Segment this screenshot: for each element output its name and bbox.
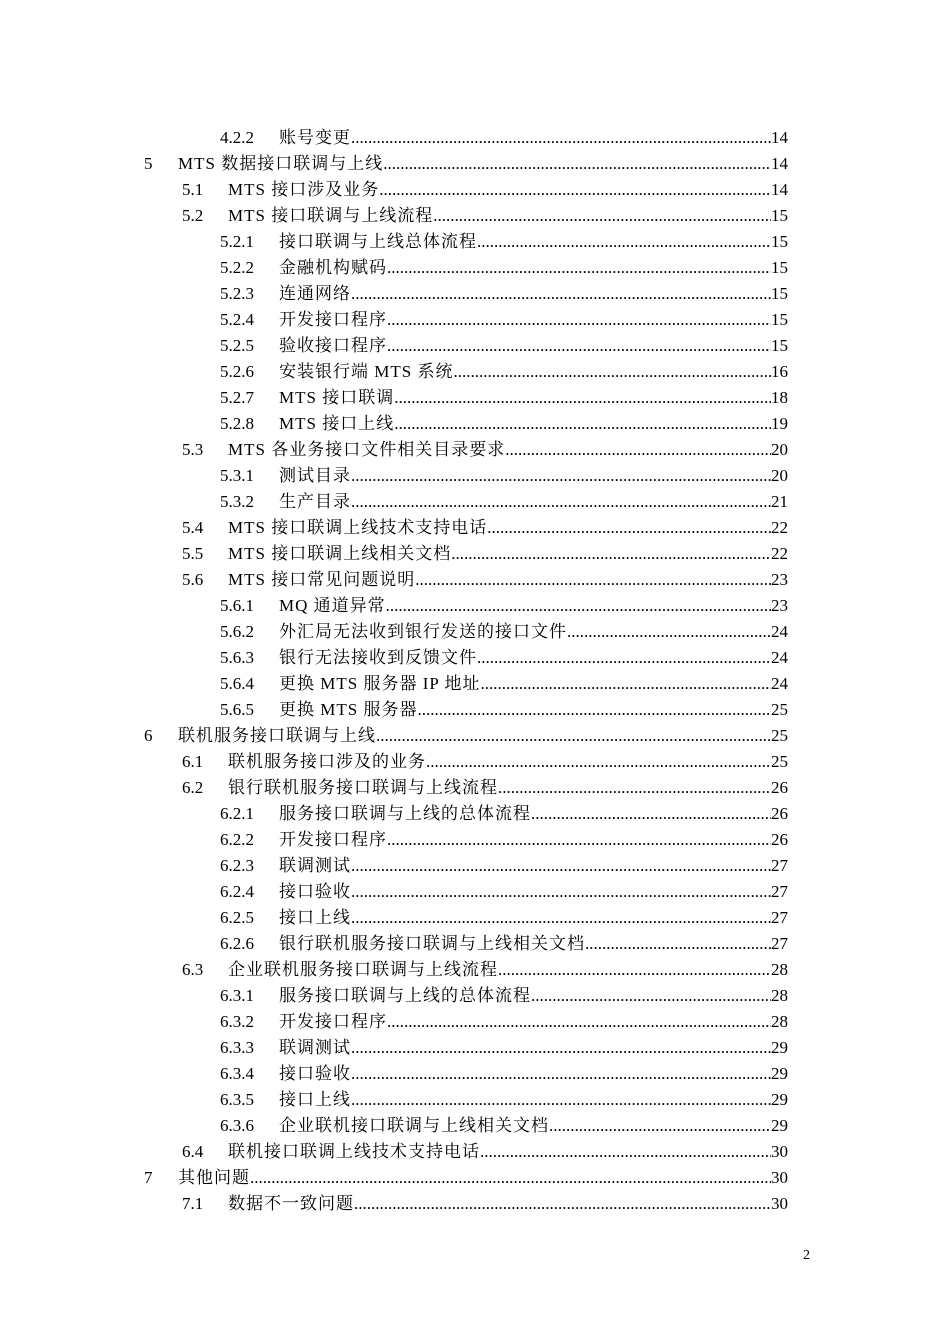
toc-entry-number: 6.4 (182, 1142, 204, 1161)
toc-entry[interactable] (0, 697, 950, 723)
toc-entry-number: 5.6.3 (220, 648, 254, 667)
toc-entry-line (279, 489, 788, 515)
toc-entry-title: 接口上线 (279, 908, 351, 927)
toc-entry-title: MTS 接口联调上线相关文档 (228, 544, 452, 563)
toc-entry[interactable] (0, 645, 950, 671)
toc-entry[interactable] (0, 567, 950, 593)
toc-entry-page: 27 (771, 934, 788, 953)
toc-entry-line (279, 281, 788, 307)
toc-entry-line (279, 593, 788, 619)
toc-entry-title: 金融机构赋码 (279, 258, 387, 277)
toc-entry-title: 接口验收 (279, 1064, 351, 1083)
toc-entry-line (279, 983, 788, 1009)
toc-entry-number: 7 (144, 1168, 153, 1187)
toc-entry-number: 5.4 (182, 518, 204, 537)
toc-dot-leader (567, 619, 771, 645)
toc-entry-title: 外汇局无法收到银行发送的接口文件 (279, 622, 567, 641)
toc-entry-line (279, 1009, 788, 1035)
toc-entry[interactable] (0, 983, 950, 1009)
toc-entry-number: 6.3.2 (220, 1012, 254, 1031)
toc-dot-leader (376, 723, 771, 749)
toc-entry-title: 安装银行端 MTS 系统 (279, 362, 454, 381)
toc-entry-title: 服务接口联调与上线的总体流程 (279, 804, 531, 823)
toc-entry-title: MTS 数据接口联调与上线 (178, 154, 384, 173)
toc-entry-page: 23 (771, 596, 788, 615)
toc-entry-title: MTS 各业务接口文件相关目录要求 (228, 440, 506, 459)
toc-entry[interactable] (0, 333, 950, 359)
toc-entry-title: 更换 MTS 服务器 IP 地址 (279, 674, 481, 693)
toc-entry[interactable] (0, 775, 950, 801)
toc-entry[interactable] (0, 905, 950, 931)
toc-entry-title: MTS 接口联调上线技术支持电话 (228, 518, 488, 537)
toc-entry-title: 开发接口程序 (279, 1012, 387, 1031)
toc-entry-number: 5.6.4 (220, 674, 254, 693)
toc-entry-page: 27 (771, 856, 788, 875)
toc-entry-page: 16 (771, 362, 788, 381)
toc-entry[interactable] (0, 177, 950, 203)
toc-entry[interactable] (0, 541, 950, 567)
toc-entry-page: 14 (771, 180, 788, 199)
toc-entry-page: 29 (771, 1090, 788, 1109)
toc-entry[interactable] (0, 255, 950, 281)
toc-entry-line (279, 645, 788, 671)
toc-entry[interactable] (0, 1113, 950, 1139)
toc-entry-number: 5.3 (182, 440, 204, 459)
toc-entry[interactable] (0, 1139, 950, 1165)
toc-entry-page: 30 (771, 1142, 788, 1161)
toc-entry-line (279, 359, 788, 385)
toc-entry-number: 5.2.2 (220, 258, 254, 277)
toc-entry-page: 24 (771, 622, 788, 641)
toc-entry-page: 19 (771, 414, 788, 433)
toc-entry-title: 开发接口程序 (279, 310, 387, 329)
toc-entry-title: 银行无法接收到反馈文件 (279, 648, 477, 667)
toc-entry-number: 5.2.7 (220, 388, 254, 407)
toc-entry-page: 15 (771, 310, 788, 329)
toc-entry[interactable] (0, 489, 950, 515)
toc-entry-page: 18 (771, 388, 788, 407)
toc-entry-page: 23 (771, 570, 788, 589)
toc-dot-leader (477, 645, 771, 671)
toc-dot-leader (453, 359, 771, 385)
toc-dot-leader (394, 411, 771, 437)
toc-entry-title: 联调测试 (279, 1038, 351, 1057)
toc-entry-title: 企业联机服务接口联调与上线流程 (228, 960, 498, 979)
toc-dot-leader (394, 385, 771, 411)
toc-entry-number: 6.2 (182, 778, 204, 797)
toc-entry-line (228, 749, 788, 775)
toc-entry-line (228, 567, 788, 593)
toc-entry[interactable] (0, 437, 950, 463)
toc-entry[interactable] (0, 853, 950, 879)
toc-entry-line (279, 1035, 788, 1061)
toc-entry-number: 6.2.5 (220, 908, 254, 927)
toc-dot-leader (415, 567, 771, 593)
toc-entry-title: 更换 MTS 服务器 (279, 700, 418, 719)
toc-entry[interactable] (0, 827, 950, 853)
toc-entry[interactable] (0, 1009, 950, 1035)
toc-entry[interactable] (0, 125, 950, 151)
toc-entry[interactable] (0, 671, 950, 697)
toc-dot-leader (451, 541, 771, 567)
toc-entry-page: 27 (771, 908, 788, 927)
toc-entry[interactable] (0, 229, 950, 255)
toc-entry-line (279, 385, 788, 411)
toc-entry-title: MTS 接口联调与上线流程 (228, 206, 434, 225)
toc-entry-title: 测试目录 (279, 466, 351, 485)
toc-entry-page: 15 (771, 284, 788, 303)
toc-entry-line (279, 411, 788, 437)
toc-entry-title: 接口联调与上线总体流程 (279, 232, 477, 251)
toc-entry-page: 22 (771, 544, 788, 563)
toc-entry[interactable] (0, 593, 950, 619)
toc-entry-line (279, 307, 788, 333)
toc-dot-leader (487, 515, 771, 541)
toc-entry-line (228, 1139, 788, 1165)
toc-entry-number: 5 (144, 154, 153, 173)
toc-entry-number: 6.3.4 (220, 1064, 254, 1083)
toc-entry-page: 30 (771, 1168, 788, 1187)
toc-entry-title: 联机接口联调上线技术支持电话 (228, 1142, 480, 1161)
toc-entry-number: 5.6.2 (220, 622, 254, 641)
toc-entry-number: 6.2.1 (220, 804, 254, 823)
toc-entry-number: 5.2.5 (220, 336, 254, 355)
toc-entry-page: 20 (771, 466, 788, 485)
toc-entry-number: 6 (144, 726, 153, 745)
toc-entry-page: 28 (771, 986, 788, 1005)
toc-entry-line (279, 333, 788, 359)
toc-entry-line (178, 1165, 788, 1191)
toc-entry[interactable] (0, 1087, 950, 1113)
toc-entry-line (279, 879, 788, 905)
toc-dot-leader (351, 281, 771, 307)
toc-entry-title: 其他问题 (178, 1168, 250, 1187)
toc-entry-page: 22 (771, 518, 788, 537)
toc-dot-leader (480, 671, 771, 697)
toc-entry-page: 26 (771, 778, 788, 797)
toc-entry-number: 6.3.5 (220, 1090, 254, 1109)
toc-entry[interactable] (0, 307, 950, 333)
toc-entry-title: MTS 接口上线 (279, 414, 395, 433)
toc-entry-number: 6.2.6 (220, 934, 254, 953)
toc-entry-title: MTS 接口联调 (279, 388, 395, 407)
toc-dot-leader (351, 1061, 771, 1087)
toc-entry-page: 29 (771, 1116, 788, 1135)
toc-entry-number: 5.2.6 (220, 362, 254, 381)
toc-dot-leader (480, 1139, 771, 1165)
toc-entry-line (279, 1061, 788, 1087)
toc-entry[interactable] (0, 151, 950, 177)
toc-entry-line (228, 957, 788, 983)
toc-entry-page: 25 (771, 752, 788, 771)
toc-entry-number: 6.3 (182, 960, 204, 979)
toc-dot-leader (433, 203, 771, 229)
toc-entry-page: 30 (771, 1194, 788, 1213)
toc-dot-leader (354, 1191, 771, 1217)
toc-entry[interactable] (0, 1191, 950, 1217)
toc-entry-page: 14 (771, 154, 788, 173)
toc-entry-number: 5.5 (182, 544, 204, 563)
toc-entry-page: 15 (771, 232, 788, 251)
toc-entry[interactable] (0, 411, 950, 437)
toc-entry-page: 25 (771, 700, 788, 719)
toc-entry-page: 29 (771, 1064, 788, 1083)
toc-entry-title: MQ 通道异常 (279, 596, 386, 615)
toc-dot-leader (351, 1035, 771, 1061)
toc-entry-title: 服务接口联调与上线的总体流程 (279, 986, 531, 1005)
toc-entry-number: 5.6 (182, 570, 204, 589)
toc-entry[interactable] (0, 1061, 950, 1087)
toc-entry-page: 25 (771, 726, 788, 745)
toc-entry-title: 开发接口程序 (279, 830, 387, 849)
toc-entry-title: 数据不一致问题 (228, 1194, 354, 1213)
toc-entry[interactable] (0, 1035, 950, 1061)
toc-entry-line (279, 229, 788, 255)
toc-entry-number: 6.3.6 (220, 1116, 254, 1135)
toc-entry-page: 21 (771, 492, 788, 511)
toc-entry-line (279, 1087, 788, 1113)
toc-entry-line (279, 931, 788, 957)
toc-entry[interactable] (0, 385, 950, 411)
toc-dot-leader (531, 983, 771, 1009)
toc-entry-line (279, 671, 788, 697)
toc-entry-page: 15 (771, 206, 788, 225)
toc-entry-number: 6.2.4 (220, 882, 254, 901)
toc-entry-page: 24 (771, 648, 788, 667)
toc-entry[interactable] (0, 463, 950, 489)
toc-entry-page: 26 (771, 830, 788, 849)
toc-dot-leader (477, 229, 771, 255)
toc-entry-line (178, 723, 788, 749)
toc-entry-line (228, 541, 788, 567)
toc-entry-title: 联调测试 (279, 856, 351, 875)
toc-dot-leader (387, 333, 771, 359)
toc-entry[interactable] (0, 931, 950, 957)
toc-dot-leader (498, 957, 771, 983)
toc-entry[interactable] (0, 203, 950, 229)
toc-entry-page: 24 (771, 674, 788, 693)
toc-entry-number: 6.1 (182, 752, 204, 771)
toc-dot-leader (383, 151, 771, 177)
toc-entry-title: 联机服务接口联调与上线 (178, 726, 376, 745)
toc-entry-page: 14 (771, 128, 788, 147)
toc-dot-leader (387, 307, 771, 333)
toc-entry-number: 5.6.1 (220, 596, 254, 615)
toc-dot-leader (351, 125, 771, 151)
toc-entry-line (279, 905, 788, 931)
toc-entry-line (279, 1113, 788, 1139)
toc-dot-leader (549, 1113, 771, 1139)
toc-dot-leader (387, 827, 771, 853)
toc-dot-leader (585, 931, 771, 957)
toc-entry-title: 联机服务接口涉及的业务 (228, 752, 426, 771)
toc-entry-line (279, 463, 788, 489)
toc-dot-leader (387, 1009, 771, 1035)
toc-entry-page: 15 (771, 336, 788, 355)
toc-entry[interactable] (0, 359, 950, 385)
toc-entry-title: 银行联机服务接口联调与上线相关文档 (279, 934, 585, 953)
toc-entry-title: 企业联机接口联调与上线相关文档 (279, 1116, 549, 1135)
toc-dot-leader (351, 489, 771, 515)
toc-dot-leader (386, 593, 771, 619)
toc-entry-number: 5.2.8 (220, 414, 254, 433)
toc-entry-line (228, 1191, 788, 1217)
toc-dot-leader (387, 255, 771, 281)
toc-entry-page: 26 (771, 804, 788, 823)
toc-entry-line (279, 853, 788, 879)
toc-dot-leader (531, 801, 771, 827)
toc-dot-leader (351, 463, 771, 489)
toc-entry-page: 28 (771, 1012, 788, 1031)
toc-entry-title: MTS 接口常见问题说明 (228, 570, 416, 589)
table-of-contents (0, 125, 950, 1217)
toc-dot-leader (379, 177, 771, 203)
toc-entry[interactable] (0, 515, 950, 541)
toc-dot-leader (351, 853, 771, 879)
toc-entry-line (279, 619, 788, 645)
toc-entry-title: 账号变更 (279, 128, 351, 147)
toc-entry-line (279, 827, 788, 853)
toc-entry-page: 29 (771, 1038, 788, 1057)
toc-entry[interactable] (0, 879, 950, 905)
toc-entry-page: 27 (771, 882, 788, 901)
toc-entry-number: 5.2 (182, 206, 204, 225)
toc-entry[interactable] (0, 801, 950, 827)
toc-entry[interactable] (0, 957, 950, 983)
toc-entry-line (279, 255, 788, 281)
toc-entry-page: 15 (771, 258, 788, 277)
toc-entry-number: 6.2.2 (220, 830, 254, 849)
toc-entry[interactable] (0, 723, 950, 749)
toc-entry-line (228, 515, 788, 541)
toc-dot-leader (351, 1087, 771, 1113)
toc-entry-number: 5.6.5 (220, 700, 254, 719)
toc-entry-line (228, 775, 788, 801)
toc-entry-number: 6.3.3 (220, 1038, 254, 1057)
toc-entry-line (228, 203, 788, 229)
toc-entry-number: 5.3.1 (220, 466, 254, 485)
toc-entry-title: 连通网络 (279, 284, 351, 303)
toc-entry-number: 5.2.3 (220, 284, 254, 303)
toc-entry-title: 验收接口程序 (279, 336, 387, 355)
toc-entry-number: 6.3.1 (220, 986, 254, 1005)
toc-dot-leader (505, 437, 771, 463)
toc-dot-leader (250, 1165, 771, 1191)
toc-entry-number: 7.1 (182, 1194, 204, 1213)
toc-entry-number: 6.2.3 (220, 856, 254, 875)
toc-entry-line (178, 151, 788, 177)
toc-dot-leader (426, 749, 771, 775)
toc-entry[interactable] (0, 1165, 950, 1191)
toc-dot-leader (417, 697, 771, 723)
toc-entry-page: 28 (771, 960, 788, 979)
toc-entry-number: 5.1 (182, 180, 204, 199)
toc-entry-title: 接口验收 (279, 882, 351, 901)
toc-entry-title: 银行联机服务接口联调与上线流程 (228, 778, 498, 797)
toc-entry[interactable] (0, 749, 950, 775)
toc-entry-title: 生产目录 (279, 492, 351, 511)
toc-entry-line (279, 697, 788, 723)
toc-dot-leader (351, 905, 771, 931)
page-number: 2 (803, 1248, 810, 1263)
toc-entry[interactable] (0, 619, 950, 645)
toc-entry-title: 接口上线 (279, 1090, 351, 1109)
toc-entry[interactable] (0, 281, 950, 307)
toc-entry-line (228, 177, 788, 203)
toc-dot-leader (351, 879, 771, 905)
toc-entry-line (228, 437, 788, 463)
toc-dot-leader (498, 775, 771, 801)
toc-entry-number: 4.2.2 (220, 128, 254, 147)
toc-entry-number: 5.3.2 (220, 492, 254, 511)
toc-entry-line (279, 801, 788, 827)
toc-entry-number: 5.2.1 (220, 232, 254, 251)
toc-entry-page: 20 (771, 440, 788, 459)
toc-entry-title: MTS 接口涉及业务 (228, 180, 380, 199)
toc-entry-number: 5.2.4 (220, 310, 254, 329)
toc-entry-line (279, 125, 788, 151)
